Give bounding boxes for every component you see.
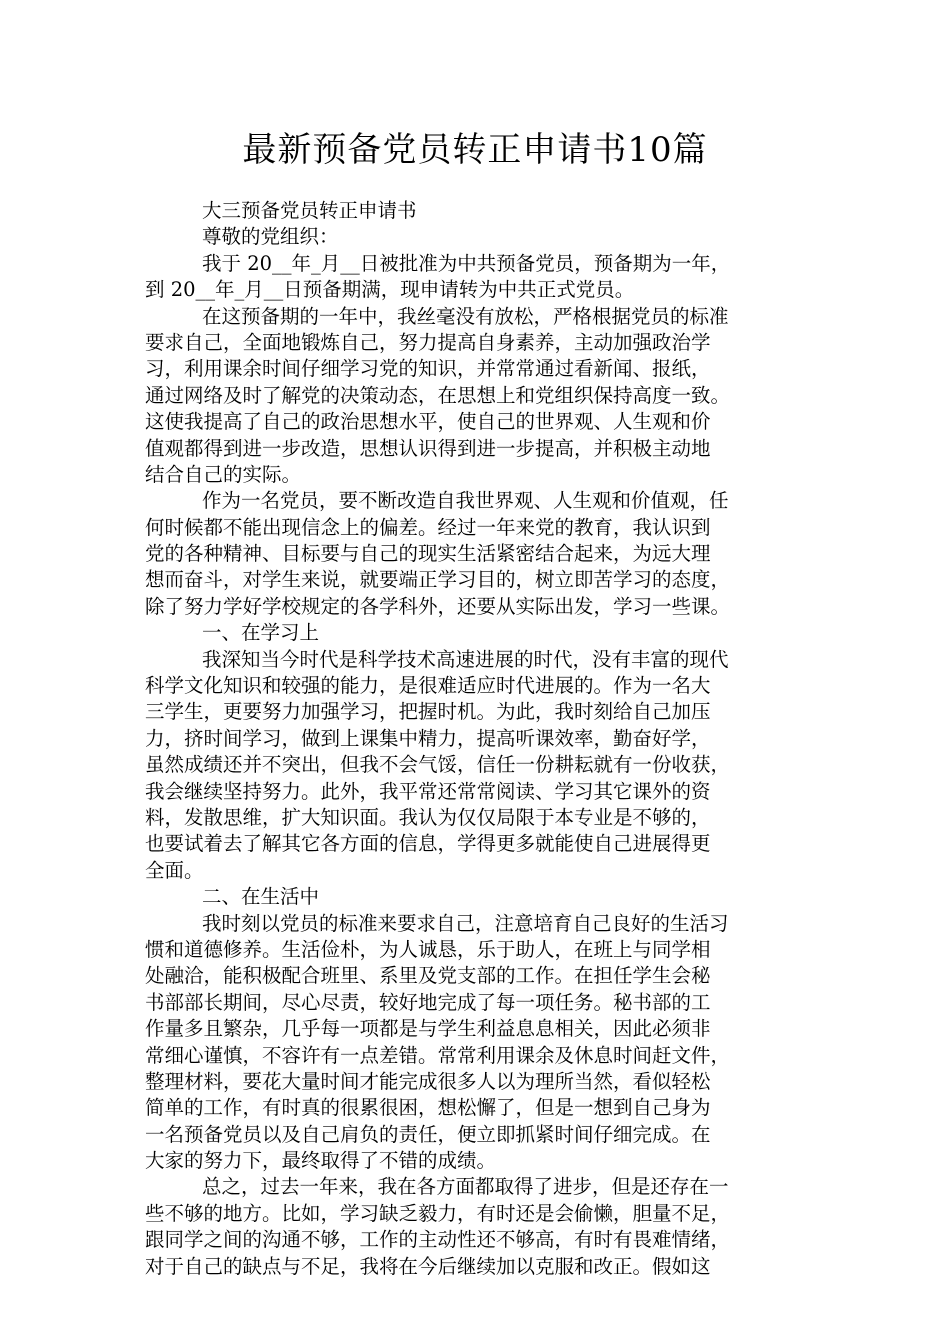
text-line: 力，挤时间学习，做到上课集中精力，提高听课效率，勤奋好学， bbox=[145, 726, 711, 750]
document-title: 最新预备党员转正申请书10篇 bbox=[242, 130, 708, 170]
text-line: 二、在生活中 bbox=[202, 885, 320, 909]
text-line: 跟同学之间的沟通不够，工作的主动性还不够高，有时有畏难情绪， bbox=[145, 1228, 731, 1252]
text-line: 作量多且繁杂，几乎每一项都是与学生利益息息相关，因此必须非 bbox=[145, 1017, 711, 1041]
text-line: 简单的工作，有时真的很累很困，想松懈了，但是一想到自己身为 bbox=[145, 1096, 711, 1120]
text-line: 习，利用课余时间仔细学习党的知识，并常常通过看新闻、报纸， bbox=[145, 357, 711, 381]
text-line: 也要试着去了解其它各方面的信息，学得更多就能使自己进展得更 bbox=[145, 832, 711, 856]
text-line: 全面。 bbox=[145, 858, 204, 882]
text-line: 常细心谨慎，不容许有一点差错。常常利用课余及休息时间赶文件， bbox=[145, 1043, 731, 1067]
text-line: 何时候都不能出现信念上的偏差。经过一年来党的教育，我认识到 bbox=[145, 515, 711, 539]
text-line: 三学生，更要努力加强学习，把握时机。为此，我时刻给自己加压 bbox=[145, 700, 711, 724]
text-line: 我于 20__年_月__日被批准为中共预备党员，预备期为一年， bbox=[202, 251, 731, 275]
text-line: 对于自己的缺点与不足，我将在今后继续加以克服和改正。假如这 bbox=[145, 1254, 711, 1278]
text-line: 想而奋斗，对学生来说，就要端正学习目的，树立即苦学习的态度， bbox=[145, 568, 731, 592]
text-line: 党的各种精神、目标要与自己的现实生活紧密结合起来，为远大理 bbox=[145, 542, 711, 566]
text-line: 大家的努力下，最终取得了不错的成绩。 bbox=[145, 1149, 497, 1173]
text-line: 到 20__年_月__日预备期满，现申请转为中共正式党员。 bbox=[145, 278, 635, 302]
text-line: 通过网络及时了解党的决策动态，在思想上和党组织保持高度一致。 bbox=[145, 383, 731, 407]
text-line: 惯和道德修养。生活俭朴，为人诚恳，乐于助人，在班上与同学相 bbox=[145, 937, 711, 961]
text-line: 总之，过去一年来，我在各方面都取得了进步，但是还存在一 bbox=[202, 1175, 729, 1199]
text-line: 处融洽，能积极配合班里、系里及党支部的工作。在担任学生会秘 bbox=[145, 964, 711, 988]
text-line: 我深知当今时代是科学技术高速进展的时代，没有丰富的现代 bbox=[202, 647, 729, 671]
text-line: 书部部长期间，尽心尽责，较好地完成了每一项任务。秘书部的工 bbox=[145, 990, 711, 1014]
document-body bbox=[145, 198, 825, 1280]
text-line: 这使我提高了自己的政治思想水平，使自己的世界观、人生观和价 bbox=[145, 410, 711, 434]
text-line: 我会继续坚持努力。此外，我平常还常常阅读、学习其它课外的资 bbox=[145, 779, 711, 803]
text-line: 我时刻以党员的标准来要求自己，注意培育自己良好的生活习 bbox=[202, 911, 729, 935]
text-line: 值观都得到进一步改造，思想认识得到进一步提高，并积极主动地 bbox=[145, 436, 711, 460]
text-line: 一名预备党员以及自己肩负的责任，便立即抓紧时间仔细完成。在 bbox=[145, 1122, 711, 1146]
text-line: 一、在学习上 bbox=[202, 621, 320, 645]
text-line: 科学文化知识和较强的能力，是很难适应时代进展的。作为一名大 bbox=[145, 674, 711, 698]
text-line: 要求自己，全面地锻炼自己，努力提高自身素养，主动加强政治学 bbox=[145, 330, 711, 354]
text-line: 大三预备党员转正申请书 bbox=[202, 199, 417, 222]
text-line: 结合自己的实际。 bbox=[145, 462, 302, 486]
text-line: 料，发散思维，扩大知识面。我认为仅仅局限于本专业是不够的， bbox=[145, 805, 711, 829]
text-line: 虽然成绩还并不突出，但我不会气馁，信任一份耕耘就有一份收获， bbox=[145, 753, 731, 777]
text-line: 除了努力学好学校规定的各学科外，还要从实际出发，学习一些课。 bbox=[145, 594, 731, 618]
text-line: 些不够的地方。比如，学习缺乏毅力，有时还是会偷懒，胆量不足， bbox=[145, 1201, 731, 1225]
text-line: 尊敬的党组织： bbox=[202, 225, 339, 249]
text-line: 整理材料，要花大量时间才能完成很多人以为理所当然，看似轻松 bbox=[145, 1069, 711, 1093]
text-line: 在这预备期的一年中，我丝毫没有放松，严格根据党员的标准 bbox=[202, 304, 729, 328]
text-line: 作为一名党员，要不断改造自我世界观、人生观和价值观，任 bbox=[202, 489, 729, 513]
